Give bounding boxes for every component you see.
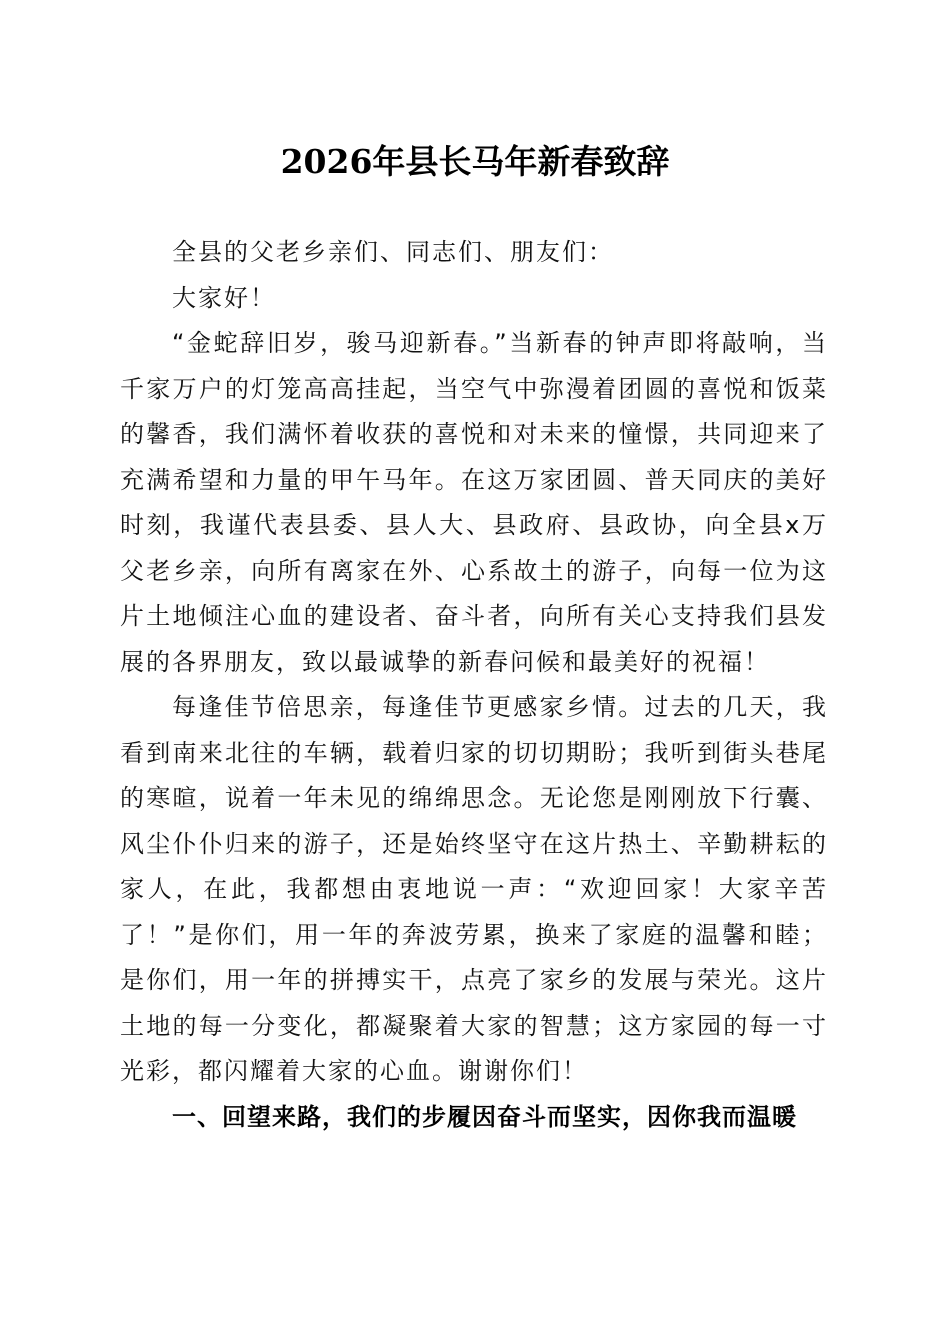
paragraph-homecoming: 每逢佳节倍思亲，每逢佳节更感家乡情。过去的几天，我看到南来北往的车辆，载着归家的切切期盼；我听到街头巷尾的寒暄，说着一年未见的绵绵思念。无论您是刚刚放下行囊、风尘仆仆归来的游子，还是始终坚守在这片热土、辛勤耕耘的家人，在此，我都想由衷地说一声：“欢迎回家！大家辛苦了！”是你们，用一年的奔波劳累，换来了家庭的温馨和睦；是你们，用一年的拼搏实干，点亮了家乡的发展与荣光。这片土地的每一分变化，都凝聚着大家的智慧；这方家园的每一寸光彩，都闪耀着大家的心血。谢谢你们！ — [120, 693, 828, 1085]
document-body — [120, 230, 828, 1140]
document-title: 2026年县长马年新春致辞 — [280, 142, 670, 181]
salutation: 全县的父老乡亲们、同志们、朋友们： — [172, 238, 614, 266]
paragraph-opening: “金蛇辞旧岁，骏马迎新春。”当新春的钟声即将敲响，当千家万户的灯笼高高挂起，当空气中弥漫着团圆的喜悦和饭菜的馨香，我们满怀着收获的喜悦和对未来的憧憬，共同迎来了充满希望和力量的甲午马年。在这万家团圆、普天同庆的美好时刻，我谨代表县委、县人大、县政府、县政协，向全县x万父老乡亲，向所有离家在外、心系故土的游子，向每一位为这片土地倾注心血的建设者、奋斗者，向所有关心支持我们县发展的各界朋友，致以最诚挚的新春问候和最美好的祝福！ — [120, 329, 828, 676]
greeting: 大家好！ — [172, 283, 276, 312]
section-heading: 一、回望来路，我们的步履因奋斗而坚实，因你我而温暖 — [172, 1102, 797, 1131]
